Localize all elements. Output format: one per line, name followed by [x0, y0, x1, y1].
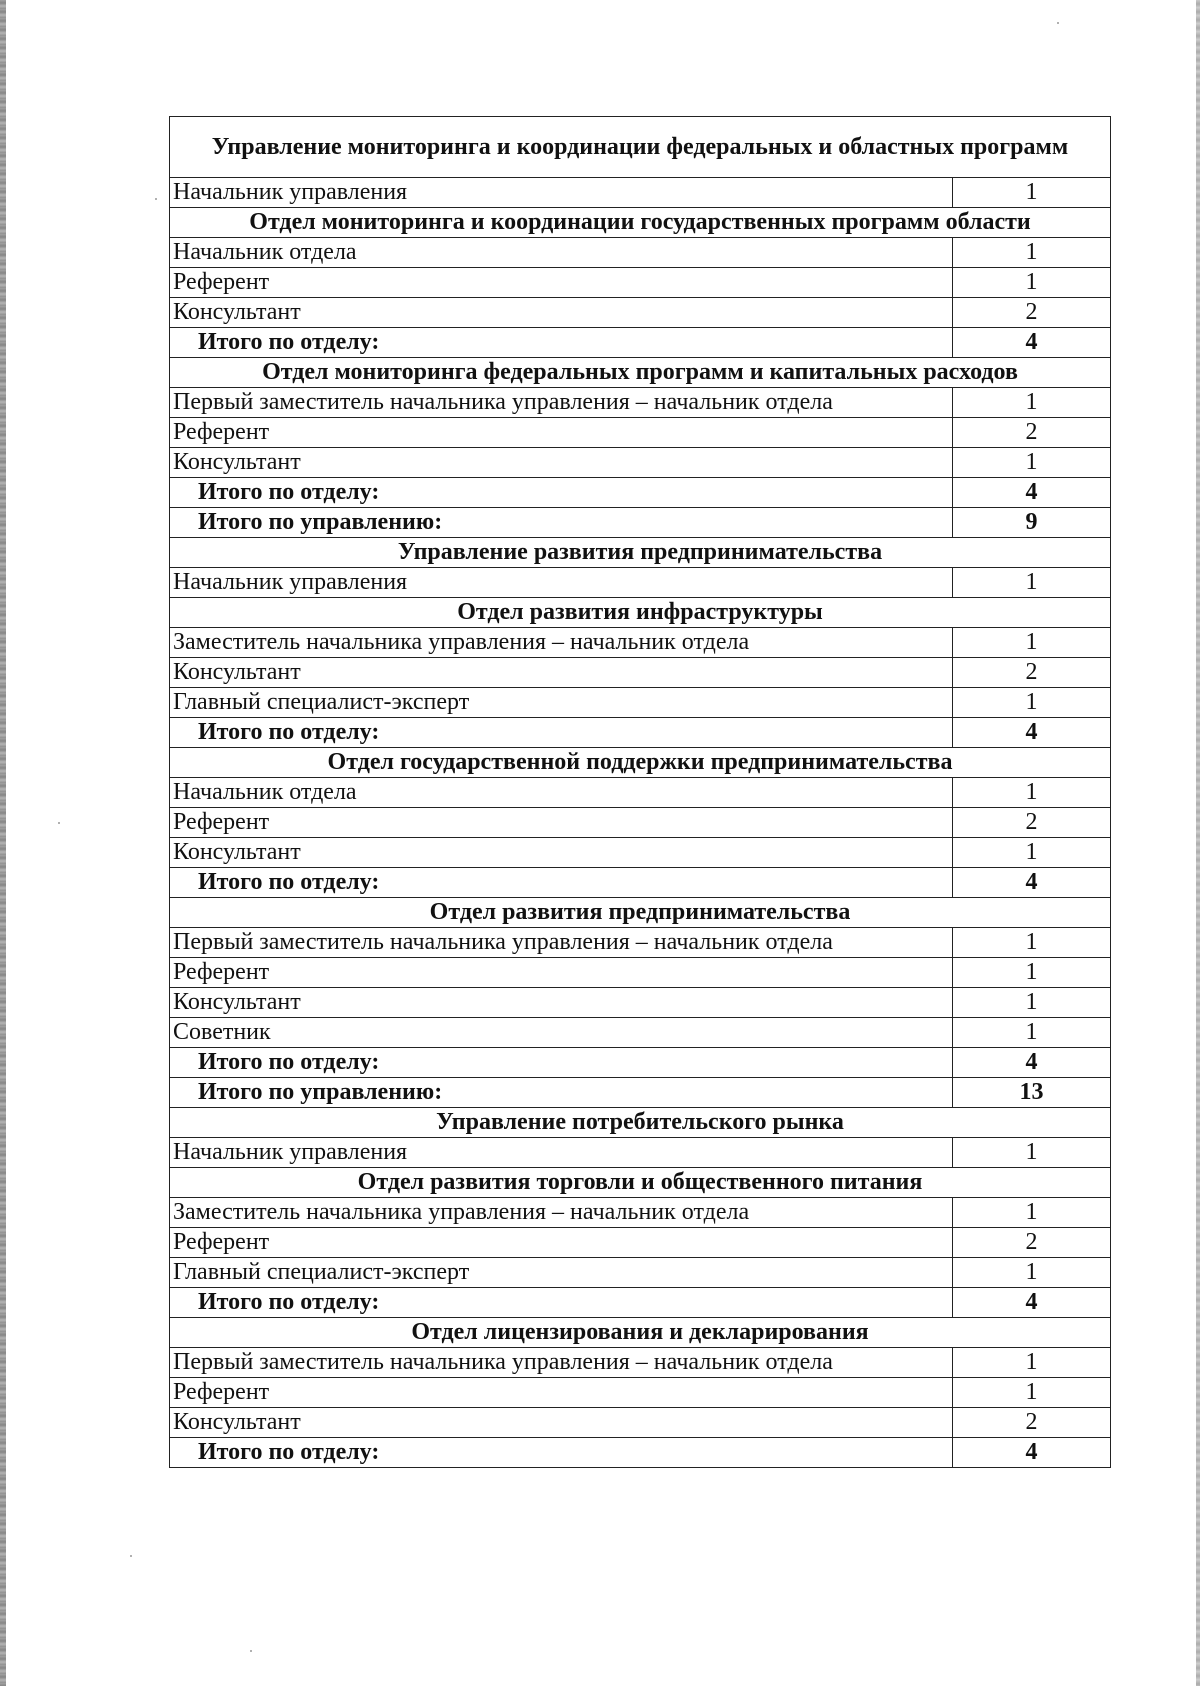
total-count: 4 [953, 718, 1111, 748]
total-label: Итого по отделу: [170, 478, 953, 508]
position-row [170, 298, 1111, 328]
section-heading: Управление потребительского рынка [170, 1108, 1111, 1138]
position-row [170, 1378, 1111, 1408]
position-name: Начальник отдела [170, 238, 953, 268]
total-count: 4 [953, 1438, 1111, 1468]
section-heading: Отдел развития инфраструктуры [170, 598, 1111, 628]
position-name: Заместитель начальника управления – начальник отдела [170, 1198, 953, 1228]
position-row [170, 1018, 1111, 1048]
position-name: Первый заместитель начальника управления – начальник отдела [170, 928, 953, 958]
position-row [170, 1198, 1111, 1228]
position-count: 1 [953, 388, 1111, 418]
section-heading-row [170, 1168, 1111, 1198]
total-label: Итого по управлению: [170, 1078, 953, 1108]
position-row [170, 1258, 1111, 1288]
position-row [170, 568, 1111, 598]
section-heading: Отдел лицензирования и декларирования [170, 1318, 1111, 1348]
position-name: Референт [170, 268, 953, 298]
total-label: Итого по управлению: [170, 508, 953, 538]
scan-speck [250, 1650, 252, 1652]
total-row [170, 718, 1111, 748]
section-heading: Управление мониторинга и координации федеральных и областных программ [170, 117, 1111, 178]
position-count: 1 [953, 688, 1111, 718]
position-count: 1 [953, 448, 1111, 478]
position-row [170, 418, 1111, 448]
position-row [170, 1138, 1111, 1168]
total-row [170, 478, 1111, 508]
total-label: Итого по отделу: [170, 718, 953, 748]
scan-edge-right [1196, 0, 1200, 1686]
section-heading: Отдел развития предпринимательства [170, 898, 1111, 928]
scan-speck [1057, 22, 1059, 24]
position-count: 1 [953, 628, 1111, 658]
position-count: 2 [953, 418, 1111, 448]
section-heading: Отдел мониторинга и координации государственных программ области [170, 208, 1111, 238]
position-name: Референт [170, 1228, 953, 1258]
position-name: Референт [170, 418, 953, 448]
position-count: 1 [953, 1348, 1111, 1378]
position-name: Начальник управления [170, 568, 953, 598]
position-count: 2 [953, 658, 1111, 688]
position-name: Консультант [170, 658, 953, 688]
section-heading-row [170, 117, 1111, 178]
position-row [170, 1228, 1111, 1258]
position-name: Советник [170, 1018, 953, 1048]
section-heading-row [170, 208, 1111, 238]
total-count: 4 [953, 478, 1111, 508]
total-row [170, 1078, 1111, 1108]
position-count: 1 [953, 1198, 1111, 1228]
position-row [170, 688, 1111, 718]
position-name: Референт [170, 958, 953, 988]
position-count: 1 [953, 238, 1111, 268]
total-label: Итого по отделу: [170, 1288, 953, 1318]
section-heading: Управление развития предпринимательства [170, 538, 1111, 568]
position-row [170, 808, 1111, 838]
scan-edge-left [0, 0, 6, 1686]
total-count: 4 [953, 868, 1111, 898]
position-name: Консультант [170, 988, 953, 1018]
position-row [170, 1408, 1111, 1438]
position-count: 2 [953, 1228, 1111, 1258]
total-label: Итого по отделу: [170, 1438, 953, 1468]
position-name: Первый заместитель начальника управления – начальник отдела [170, 388, 953, 418]
position-row [170, 448, 1111, 478]
position-name: Главный специалист-эксперт [170, 1258, 953, 1288]
total-label: Итого по отделу: [170, 868, 953, 898]
total-count: 4 [953, 1048, 1111, 1078]
total-row [170, 1288, 1111, 1318]
position-name: Начальник управления [170, 178, 953, 208]
position-count: 2 [953, 298, 1111, 328]
position-count: 1 [953, 988, 1111, 1018]
section-heading: Отдел развития торговли и общественного питания [170, 1168, 1111, 1198]
staff-schedule-body [170, 117, 1111, 1468]
section-heading-row [170, 1318, 1111, 1348]
section-heading-row [170, 598, 1111, 628]
section-heading-row [170, 898, 1111, 928]
position-count: 1 [953, 1378, 1111, 1408]
scan-speck [155, 198, 157, 200]
position-count: 2 [953, 808, 1111, 838]
position-row [170, 178, 1111, 208]
position-row [170, 268, 1111, 298]
position-name: Заместитель начальника управления – начальник отдела [170, 628, 953, 658]
position-row [170, 958, 1111, 988]
total-row [170, 868, 1111, 898]
position-row [170, 838, 1111, 868]
position-row [170, 988, 1111, 1018]
position-name: Консультант [170, 1408, 953, 1438]
scan-speck [58, 822, 60, 824]
total-row [170, 508, 1111, 538]
total-count: 13 [953, 1078, 1111, 1108]
section-heading-row [170, 1108, 1111, 1138]
position-name: Первый заместитель начальника управления – начальник отдела [170, 1348, 953, 1378]
total-count: 4 [953, 1288, 1111, 1318]
position-name: Референт [170, 808, 953, 838]
position-name: Консультант [170, 838, 953, 868]
position-name: Главный специалист-эксперт [170, 688, 953, 718]
section-heading: Отдел государственной поддержки предпринимательства [170, 748, 1111, 778]
total-row [170, 1048, 1111, 1078]
position-row [170, 928, 1111, 958]
position-name: Начальник отдела [170, 778, 953, 808]
staff-schedule-table [169, 116, 1111, 1468]
position-count: 1 [953, 838, 1111, 868]
position-count: 1 [953, 1138, 1111, 1168]
position-count: 1 [953, 1258, 1111, 1288]
position-row [170, 388, 1111, 418]
position-row [170, 1348, 1111, 1378]
total-count: 9 [953, 508, 1111, 538]
position-row [170, 628, 1111, 658]
position-count: 1 [953, 178, 1111, 208]
position-count: 1 [953, 1018, 1111, 1048]
section-heading-row [170, 748, 1111, 778]
position-count: 2 [953, 1408, 1111, 1438]
position-row [170, 778, 1111, 808]
total-count: 4 [953, 328, 1111, 358]
position-name: Консультант [170, 298, 953, 328]
position-count: 1 [953, 268, 1111, 298]
position-row [170, 238, 1111, 268]
position-name: Начальник управления [170, 1138, 953, 1168]
position-count: 1 [953, 568, 1111, 598]
section-heading-row [170, 538, 1111, 568]
total-label: Итого по отделу: [170, 328, 953, 358]
section-heading-row [170, 358, 1111, 388]
position-name: Консультант [170, 448, 953, 478]
position-count: 1 [953, 928, 1111, 958]
total-row [170, 1438, 1111, 1468]
position-row [170, 658, 1111, 688]
position-name: Референт [170, 1378, 953, 1408]
total-row [170, 328, 1111, 358]
position-count: 1 [953, 958, 1111, 988]
total-label: Итого по отделу: [170, 1048, 953, 1078]
section-heading: Отдел мониторинга федеральных программ и капитальных расходов [170, 358, 1111, 388]
scan-speck [130, 1555, 132, 1557]
position-count: 1 [953, 778, 1111, 808]
